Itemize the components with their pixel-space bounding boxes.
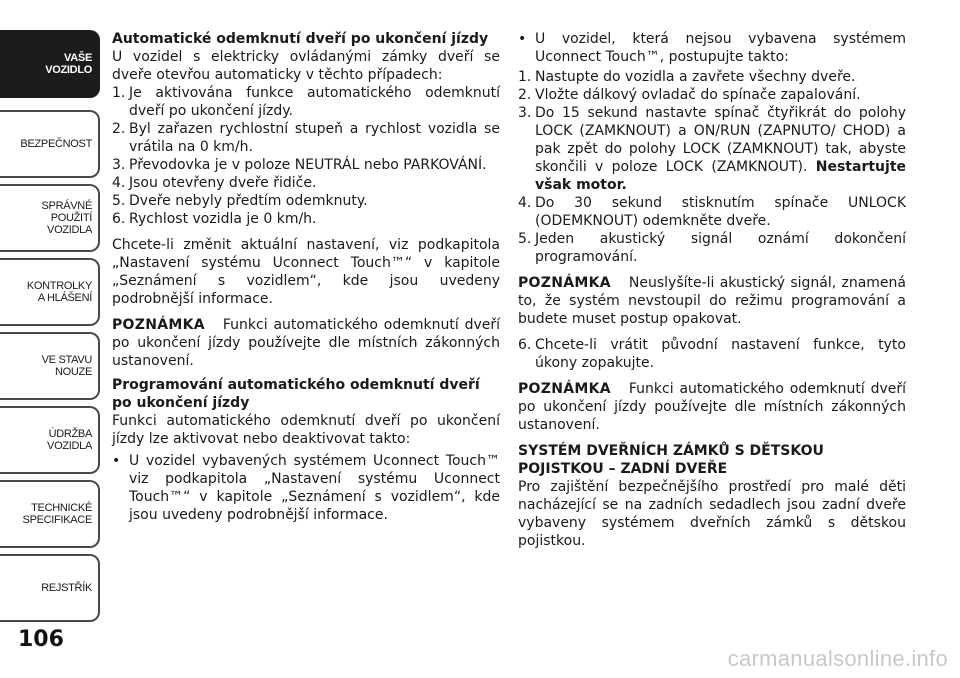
tab-kontrolky[interactable]: KONTROLKY A HLÁŠENÍ [0,258,100,326]
note [518,380,906,434]
list-item: • U vozidel vybavených systémem Uconnect Touch™ viz podkapitola „Nastavení systému Uconnect Touch™“ v kapitole „Seznámení s vozidlem“, kde jsou uvedeny podrobnější informace. [112,453,500,523]
note-text: Neuslyšíte-li akustický signál, znamená to, že systém nevstoupil do režimu programování a budete muset postup opakovat. [518,275,906,327]
tab-ve-stavu-nouze[interactable]: VE STAVU NOUZE [0,332,100,400]
list-item: 1. Nastupte do vozidla a zavřete všechny dveře. [518,69,856,85]
note [518,274,906,328]
page-number: 106 [18,627,64,652]
steps-list [518,68,906,266]
list-item: 1. Je aktivována funkce automatického odemknutí dveří po ukončení jízdy. [112,85,500,119]
list-item: 2. Byl zařazen rychlostní stupeň a rychlost vozidla se vrátila na 0 km/h. [112,121,500,155]
tab-vase-vozidlo[interactable]: VAŠE VOZIDLO [0,30,100,98]
list-item: 3. Do 15 sekund nastavte spínač čtyřikrát do polohy LOCK (ZAMKNOUT) a ON/RUN (ZAPNUTO/ CHOD) a pak zpět do polohy LOCK (ZAMKNOUT) tak, abyste skončili v poloze LOCK (ZAMKNOUT). Nestartujte však motor. [518,105,906,193]
list-item: 6. Rychlost vozidla je 0 km/h. [112,211,317,227]
tab-bezpecnost[interactable]: BEZPEČNOST [0,110,100,178]
bullet-list [518,30,906,66]
section-heading: Programování automatického odemknutí dveří po ukončení jízdy [112,377,480,411]
left-column [112,30,500,528]
paragraph: U vozidel s elektricky ovládanými zámky dveří se dveře otevřou automaticky v těchto případech: [112,49,500,83]
list-item: 4. Jsou otevřeny dveře řidiče. [112,175,317,191]
paragraph: Chcete-li změnit aktuální nastavení, viz podkapitola „Nastavení systému Uconnect Touch™“ v kapitole „Seznámení s vozidlem“, kde jsou uvedeny podrobnější informace. [112,237,500,307]
tab-rejstrik[interactable]: REJSTŘÍK [0,554,100,622]
tab-udrzba[interactable]: ÚDRŽBA VOZIDLA [0,406,100,474]
note-text: Funkci automatického odemknutí dveří po ukončení jízdy používejte dle místních zákonných ustanovení. [518,381,906,433]
watermark: carmanualsonline.info [727,646,948,671]
list-item: 5. Jeden akustický signál oznámí dokončení programování. [518,231,906,265]
note [112,316,500,370]
list-item: • U vozidel, která nejsou vybavena systémem Uconnect Touch™, postupujte takto: [518,31,906,65]
paragraph: Pro zajištění bezpečnějšího prostředí pro malé děti nacházející se na zadních sedadlech jsou zadní dveře vybaveny systémem dveřních zámků s dětskou pojistkou. [518,479,906,549]
list-item: 5. Dveře nebyly předtím odemknuty. [112,193,368,209]
note-label: POZNÁMKA [518,275,611,291]
right-column [518,30,906,558]
note-label: POZNÁMKA [112,317,205,333]
conditions-list [112,84,500,228]
steps-list [518,336,906,372]
section-heading: SYSTÉM DVEŘNÍCH ZÁMKŮ S DĚTSKOU POJISTKOU – ZADNÍ DVEŘE [518,443,824,477]
list-item: 6. Chcete-li vrátit původní nastavení funkce, tyto úkony zopakujte. [518,337,906,371]
note-text: Funkci automatického odemknutí dveří po ukončení jízdy používejte dle místních zákonných ustanovení. [112,317,500,369]
paragraph: Funkci automatického odemknutí dveří po ukončení jízdy lze aktivovat nebo deaktivovat takto: [112,413,500,447]
tab-technicke-specifikace[interactable]: TECHNICKÉ SPECIFIKACE [0,480,100,548]
list-item: 4. Do 30 sekund stisknutím spínače UNLOCK (ODEMKNOUT) odemkněte dveře. [518,195,906,229]
list-item: 3. Převodovka je v poloze NEUTRÁL nebo PARKOVÁNÍ. [112,157,487,173]
bullet-list [112,452,500,524]
section-heading: Automatické odemknutí dveří po ukončení jízdy [112,31,489,47]
note-label: POZNÁMKA [518,381,611,397]
tab-spravne-pouziti[interactable]: SPRÁVNÉ POUŽITÍ VOZIDLA [0,184,100,252]
list-item: 2. Vložte dálkový ovladač do spínače zapalování. [518,87,861,103]
